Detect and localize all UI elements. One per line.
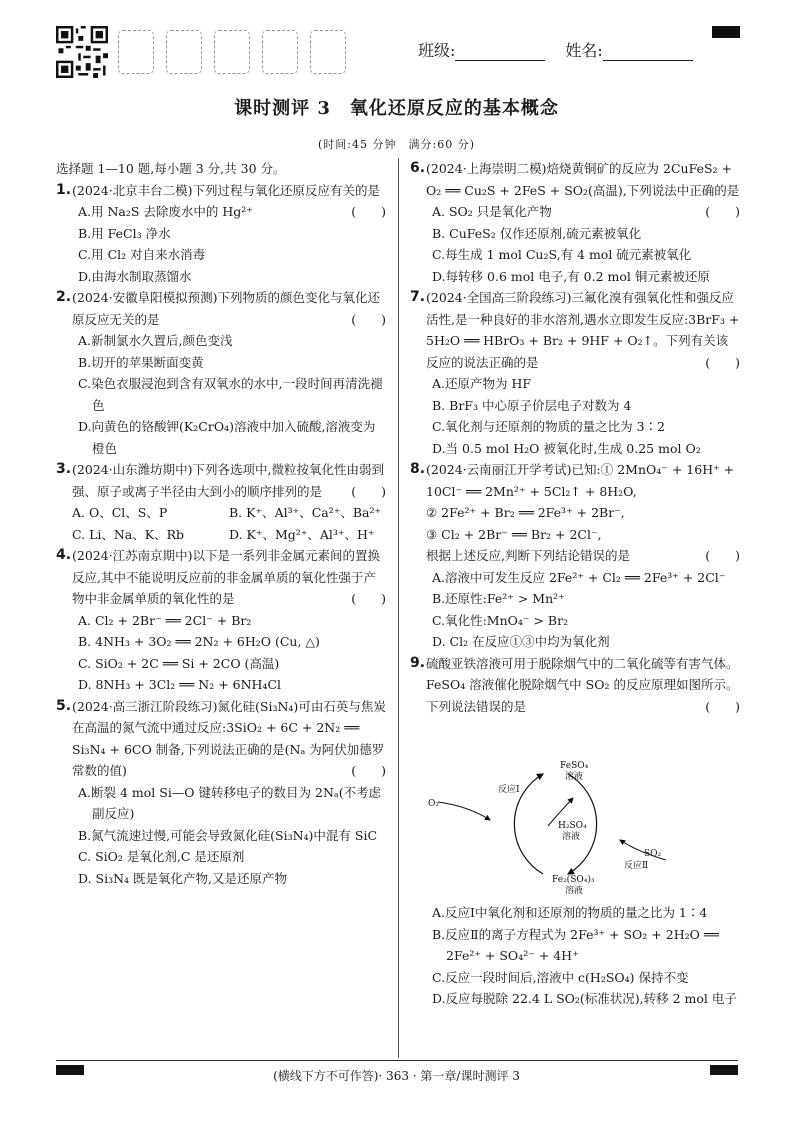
question-7 [410, 287, 740, 459]
question-number: 4. [56, 547, 72, 563]
node-h2so4-sub: 溶液 [562, 832, 581, 842]
answer-paren[interactable]: ( ) [351, 483, 386, 499]
option-b[interactable]: B.切开的苹果断面变黄 [78, 354, 204, 370]
page-title: 课时测评 3 氧化还原反应的基本概念 [234, 98, 559, 119]
option-a[interactable]: A. SO₂ 只是氧化产物 [432, 204, 552, 219]
question-stem: (2024·云南丽江开学考试)已知:① 2MnO₄⁻ + 16H⁺ + 10Cl⁻ ══ 2Mn²⁺ + 5Cl₂↑ + 8H₂O, [426, 462, 735, 499]
left-column [56, 158, 386, 889]
question-stem: (2024·江苏南京期中)以下是一系列非金属元素间的置换反应,其中不能说明反应前的非金属单质的氧化性强于产物中非金属单质的氧化性的是 [72, 548, 381, 606]
option-a[interactable]: A.反应Ⅰ中氧化剂和还原剂的物质的量之比为 1∶4 [432, 905, 708, 920]
reaction-cycle-diagram [428, 756, 668, 896]
node-fe2so43: Fe₂(SO₄)₃ [552, 875, 595, 885]
name-field[interactable] [603, 42, 693, 61]
answer-box[interactable] [166, 30, 202, 74]
option-d[interactable]: D.反应每脱除 22.4 L SO₂(标准状况),转移 2 mol 电子 [432, 991, 737, 1006]
option-a[interactable]: A. O、Cl、S、P [72, 505, 168, 520]
question-stem: 硫酸亚铁溶液可用于脱除烟气中的二氧化硫等有害气体。FeSO₄ 溶液催化脱除烟气中 SO₂ 的反应原理如图所示。下列说法错误的是 [426, 655, 739, 714]
instruction: 选择题 1—10 题,每小题 3 分,共 30 分。 [56, 161, 286, 176]
question-number: 7. [410, 289, 426, 305]
option-d[interactable]: D. Cl₂ 在反应①③中均为氧化剂 [432, 634, 610, 649]
option-b[interactable]: B.反应Ⅱ的离子方程式为 2Fe³⁺ + SO₂ + 2H₂O ══ 2Fe²⁺ + SO₄²⁻ + 4H⁺ [432, 926, 719, 963]
equation-2: ② 2Fe²⁺ + Br₂ ══ 2Fe³⁺ + 2Br⁻, [426, 505, 625, 520]
question-9 [410, 653, 740, 718]
question-8 [410, 459, 740, 653]
right-column [410, 158, 740, 717]
question-stem: (2024·上海崇明二模)焙烧黄铜矿的反应为 2CuFeS₂ + O₂ ══ Cu₂S + 2FeS + SO₂(高温),下列说法中正确的是 [426, 161, 740, 198]
question-9-options [410, 902, 740, 1010]
footer-rule [56, 1060, 738, 1061]
option-c[interactable]: C.氧化剂与还原剂的物质的量之比为 3∶2 [432, 419, 665, 434]
answer-paren[interactable]: ( ) [351, 763, 386, 778]
page-footer: (横线下方不可作答)· 363 · 第一章/课时测评 3 [273, 1069, 520, 1083]
label-o2: O₂ [428, 799, 439, 809]
option-c[interactable]: C. Li、Na、K、Rb [72, 526, 185, 542]
label-reaction2: 反应Ⅱ [624, 861, 649, 871]
answer-paren[interactable]: ( ) [351, 311, 386, 327]
node-h2so4: H₂SO₄ [558, 821, 587, 831]
question-3 [56, 459, 386, 545]
equation-3: ③ Cl₂ + 2Br⁻ ══ Br₂ + 2Cl⁻, [426, 526, 602, 542]
question-number: 5. [56, 697, 72, 714]
option-c[interactable]: C. SiO₂ + 2C ══ Si + 2CO (高温) [78, 655, 280, 671]
option-a[interactable]: A.还原产物为 HF [432, 376, 532, 391]
question-stem: (2024·山东潍坊期中)下列各选项中,微粒按氧化性由弱到强、原子或离子半径由大到小的顺序排列的是 [72, 462, 385, 499]
option-d[interactable]: D.向黄色的铬酸钾(K₂CrO₄)溶液中加入硫酸,溶液变为橙色 [78, 419, 376, 456]
option-d[interactable]: D. 8NH₃ + 3Cl₂ ══ N₂ + 6NH₄Cl [78, 677, 282, 692]
option-c[interactable]: C.反应一段时间后,溶液中 c(H₂SO₄) 保持不变 [432, 969, 689, 985]
question-5 [56, 696, 386, 890]
question-stem: (2024·安徽阜阳模拟预测)下列物质的颜色变化与氧化还原反应无关的是 [72, 290, 381, 327]
option-b[interactable]: B.还原性:Fe²⁺ > Mn²⁺ [432, 591, 565, 606]
option-b[interactable]: B. 4NH₃ + 3O₂ ══ 2N₂ + 6H₂O (Cu, △) [78, 634, 320, 649]
question-number: 8. [410, 461, 426, 477]
corner-mark [712, 26, 740, 38]
question-number: 9. [410, 654, 426, 671]
option-c[interactable]: C.用 Cl₂ 对自来水消毒 [78, 247, 206, 262]
option-d[interactable]: D.由海水制取蒸馏水 [78, 268, 192, 284]
answer-paren[interactable]: ( ) [705, 204, 740, 219]
question-stem: (2024·全国高三阶段练习)三氟化溴有强氧化性和强反应活性,是一种良好的非水溶剂,遇水立即发生反应:3BrF₃ + 5H₂O ══ HBrO₃ + Br₂ + 9HF + O₂↑。下列有关该反应的说法正确的是 [426, 290, 740, 370]
answer-box[interactable] [118, 30, 154, 74]
option-c[interactable]: C.每生成 1 mol Cu₂S,有 4 mol 硫元素被氧化 [432, 247, 692, 262]
option-a[interactable]: A. Cl₂ + 2Br⁻ ══ 2Cl⁻ + Br₂ [78, 612, 252, 628]
answer-box[interactable] [214, 30, 250, 74]
option-c[interactable]: C. SiO₂ 是氧化剂,C 是还原剂 [78, 849, 245, 864]
option-b[interactable]: B. CuFeS₂ 仅作还原剂,硫元素被氧化 [432, 225, 642, 241]
column-divider [398, 158, 399, 1058]
option-d[interactable]: D.每转移 0.6 mol 电子,有 0.2 mol 铜元素被还原 [432, 268, 710, 284]
question-number: 1. [56, 181, 72, 198]
option-a[interactable]: A.溶液中可发生反应 2Fe²⁺ + Cl₂ ══ 2Fe³⁺ + 2Cl⁻ [432, 569, 726, 585]
arrow-o2 [438, 802, 490, 820]
answer-paren[interactable]: ( ) [351, 204, 386, 219]
option-d[interactable]: D. K⁺、Mg²⁺、Al³⁺、H⁺ [229, 526, 375, 542]
node-feso4: FeSO₄ [560, 761, 589, 771]
option-d[interactable]: D. Si₃N₄ 既是氧化产物,又是还原产物 [78, 870, 287, 886]
class-field[interactable] [455, 42, 545, 61]
question-6 [410, 158, 740, 287]
answer-paren[interactable]: ( ) [705, 548, 740, 563]
question-4 [56, 545, 386, 696]
option-b[interactable]: B. BrF₃ 中心原子价层电子对数为 4 [432, 397, 632, 413]
answer-paren[interactable]: ( ) [705, 354, 740, 370]
answer-box[interactable] [310, 30, 346, 74]
answer-box[interactable] [262, 30, 298, 74]
option-c[interactable]: C.染色衣服浸泡到含有双氧水的水中,一段时间再清洗褪色 [78, 376, 383, 413]
answer-paren[interactable]: ( ) [705, 698, 740, 714]
node-feso4-sub: 溶液 [565, 772, 584, 782]
label-so2: SO₂ [644, 849, 662, 859]
question-number: 3. [56, 461, 72, 477]
option-c[interactable]: C.氧化性:MnO₄⁻ > Br₂ [432, 612, 569, 628]
node-fe2so43-sub: 溶液 [565, 886, 584, 896]
option-a[interactable]: A.用 Na₂S 去除废水中的 Hg²⁺ [78, 204, 253, 219]
question-stem: (2024·高三浙江阶段练习)氮化硅(Si₃N₄)可由石英与焦炭在高温的氮气流中通过反应:3SiO₂ + 6C + 2N₂ ══ Si₃N₄ + 6CO 制备,下列说法正确的是(Nₐ 为阿伏加德罗常数的值) [72, 698, 386, 778]
question-1 [56, 180, 386, 288]
option-a[interactable]: A.新制氯水久置后,颜色变浅 [78, 333, 233, 348]
question-2 [56, 287, 386, 459]
question-number: 2. [56, 289, 72, 305]
page-subtitle: (时间:45 分钟 满分:60 分) [318, 138, 475, 151]
option-a[interactable]: A.断裂 4 mol Si—O 键转移电子的数目为 2Nₐ(不考虑副反应) [78, 784, 382, 821]
qr-code [56, 26, 108, 78]
option-b[interactable]: B.氮气流速过慢,可能会导致氮化硅(Si₃N₄)中混有 SiC [78, 827, 378, 843]
name-label: 姓名: [565, 41, 603, 60]
option-b[interactable]: B. K⁺、Al³⁺、Ca²⁺、Ba²⁺ [229, 505, 382, 520]
question-number: 6. [410, 160, 426, 176]
option-b[interactable]: B.用 FeCl₃ 净水 [78, 225, 171, 241]
label-reaction1: 反应Ⅰ [498, 785, 520, 795]
class-label: 班级: [418, 41, 456, 60]
student-info [418, 38, 693, 61]
answer-paren[interactable]: ( ) [351, 591, 386, 606]
option-d[interactable]: D.当 0.5 mol H₂O 被氧化时,生成 0.25 mol O₂ [432, 440, 701, 456]
question-prompt: 根据上述反应,判断下列结论错误的是 [426, 548, 630, 563]
question-stem: (2024·北京丰台二模)下列过程与氧化还原反应有关的是 [72, 182, 381, 198]
